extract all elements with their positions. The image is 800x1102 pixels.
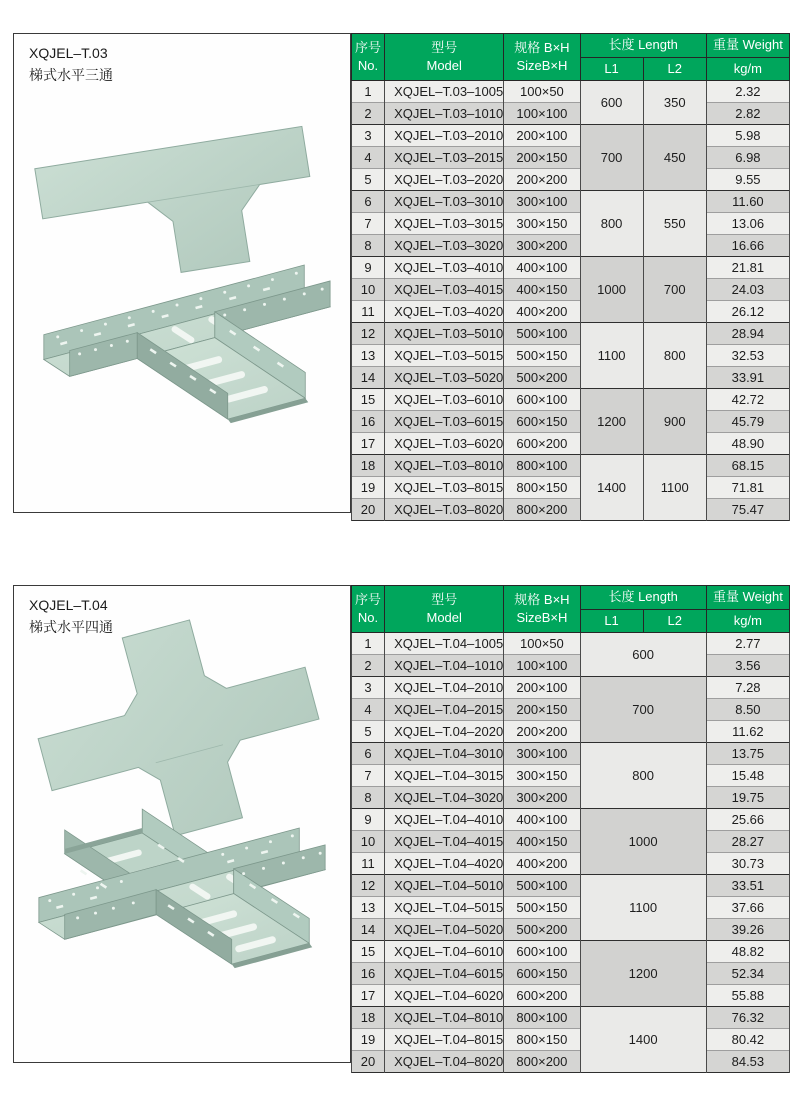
col-header-l2 bbox=[643, 610, 706, 633]
cell-no: 20 bbox=[352, 499, 385, 521]
table-row bbox=[352, 191, 790, 213]
cell-size: 600×150 bbox=[504, 411, 580, 433]
cell-no: 16 bbox=[352, 963, 385, 985]
cell-no: 14 bbox=[352, 367, 385, 389]
col-header-l1 bbox=[580, 58, 643, 81]
cell-weight: 2.32 bbox=[706, 81, 789, 103]
cell-no: 17 bbox=[352, 433, 385, 455]
table-row bbox=[352, 169, 790, 191]
cell-weight: 33.51 bbox=[706, 875, 789, 897]
table-row bbox=[352, 323, 790, 345]
cell-size: 300×200 bbox=[504, 787, 580, 809]
cell-no: 14 bbox=[352, 919, 385, 941]
cell-size: 500×200 bbox=[504, 367, 580, 389]
cell-no: 8 bbox=[352, 235, 385, 257]
col-header-weight bbox=[706, 34, 789, 58]
cell-no: 6 bbox=[352, 743, 385, 765]
model-code-title: XQJEL–T.04 bbox=[29, 597, 108, 613]
col-header-no-label: No. bbox=[357, 610, 379, 625]
chinese-name-title: 梯式水平三通 bbox=[29, 67, 113, 84]
cell-size: 600×150 bbox=[504, 963, 580, 985]
cell-size: 400×150 bbox=[504, 279, 580, 301]
col-header-size-label: 规格 B×H bbox=[514, 591, 570, 607]
cell-no: 15 bbox=[352, 941, 385, 963]
cell-model: XQJEL–T.04–2020 bbox=[385, 721, 504, 743]
cell-model: XQJEL–T.04–8020 bbox=[385, 1051, 504, 1073]
col-header-weight-label: 重量 Weight bbox=[712, 37, 783, 53]
cell-length-l1: 1400 bbox=[580, 455, 643, 521]
cell-model: XQJEL–T.04–6020 bbox=[385, 985, 504, 1007]
cell-size: 400×200 bbox=[504, 853, 580, 875]
table-row bbox=[352, 809, 790, 831]
col-header-weight-label: 重量 Weight bbox=[712, 589, 783, 605]
cell-no: 4 bbox=[352, 699, 385, 721]
section-title-t04 bbox=[29, 594, 113, 639]
cell-model: XQJEL–T.03–3010 bbox=[385, 191, 504, 213]
col-header-no bbox=[352, 34, 385, 81]
cell-no: 15 bbox=[352, 389, 385, 411]
cell-weight: 8.50 bbox=[706, 699, 789, 721]
table-row bbox=[352, 919, 790, 941]
cell-no: 6 bbox=[352, 191, 385, 213]
cell-size: 400×150 bbox=[504, 831, 580, 853]
cell-weight: 28.27 bbox=[706, 831, 789, 853]
cell-length-l1: 1100 bbox=[580, 323, 643, 389]
chinese-name-title: 梯式水平四通 bbox=[29, 619, 113, 636]
cell-model: XQJEL–T.03–2015 bbox=[385, 147, 504, 169]
cell-no: 12 bbox=[352, 323, 385, 345]
cell-length: 1100 bbox=[580, 875, 706, 941]
cell-weight: 11.62 bbox=[706, 721, 789, 743]
cell-weight: 19.75 bbox=[706, 787, 789, 809]
cell-no: 3 bbox=[352, 677, 385, 699]
cell-model: XQJEL–T.03–4010 bbox=[385, 257, 504, 279]
cell-weight: 52.34 bbox=[706, 963, 789, 985]
cell-weight: 48.90 bbox=[706, 433, 789, 455]
table-row bbox=[352, 1007, 790, 1029]
photo-box-t04 bbox=[13, 585, 351, 1063]
cell-length-l2: 550 bbox=[643, 191, 706, 257]
cell-length: 800 bbox=[580, 743, 706, 809]
cell-model: XQJEL–T.04–4010 bbox=[385, 809, 504, 831]
cell-weight: 32.53 bbox=[706, 345, 789, 367]
col-header-model-label: 型号 bbox=[431, 39, 458, 55]
table-row bbox=[352, 721, 790, 743]
cell-no: 1 bbox=[352, 81, 385, 103]
cell-length-l2: 700 bbox=[643, 257, 706, 323]
cell-size: 500×200 bbox=[504, 919, 580, 941]
cell-length-l1: 600 bbox=[580, 81, 643, 125]
section-title-t03 bbox=[29, 42, 113, 87]
cell-length-l2: 350 bbox=[643, 81, 706, 125]
cell-model: XQJEL–T.04–8010 bbox=[385, 1007, 504, 1029]
cell-weight: 30.73 bbox=[706, 853, 789, 875]
cell-weight: 80.42 bbox=[706, 1029, 789, 1051]
col-header-weight-unit-label: kg/m bbox=[733, 60, 762, 76]
col-header-no-label: No. bbox=[357, 58, 379, 73]
cell-no: 18 bbox=[352, 1007, 385, 1029]
cell-length: 1200 bbox=[580, 941, 706, 1007]
spec-table-t03 bbox=[351, 33, 790, 521]
cell-model: XQJEL–T.04–2015 bbox=[385, 699, 504, 721]
col-header-weight bbox=[706, 586, 789, 610]
cell-no: 1 bbox=[352, 633, 385, 655]
cell-weight: 21.81 bbox=[706, 257, 789, 279]
cell-model: XQJEL–T.03–8020 bbox=[385, 499, 504, 521]
cell-no: 3 bbox=[352, 125, 385, 147]
table-row bbox=[352, 279, 790, 301]
cell-no: 7 bbox=[352, 213, 385, 235]
col-header-no-label: 序号 bbox=[355, 591, 382, 607]
spec-table-t04 bbox=[351, 585, 790, 1073]
cell-weight: 6.98 bbox=[706, 147, 789, 169]
table-row bbox=[352, 301, 790, 323]
cell-no: 12 bbox=[352, 875, 385, 897]
cell-size: 200×200 bbox=[504, 721, 580, 743]
table-row bbox=[352, 477, 790, 499]
col-header-length bbox=[580, 34, 706, 58]
table-row bbox=[352, 633, 790, 655]
table-row bbox=[352, 411, 790, 433]
cell-weight: 7.28 bbox=[706, 677, 789, 699]
col-header-size bbox=[504, 34, 580, 81]
cell-size: 400×100 bbox=[504, 257, 580, 279]
cell-model: XQJEL–T.03–5020 bbox=[385, 367, 504, 389]
col-header-weight-unit bbox=[706, 610, 789, 633]
col-header-no bbox=[352, 586, 385, 633]
cell-weight: 48.82 bbox=[706, 941, 789, 963]
col-header-l2-label: L2 bbox=[667, 60, 682, 76]
cell-model: XQJEL–T.03–6010 bbox=[385, 389, 504, 411]
col-header-model bbox=[385, 34, 504, 81]
cell-model: XQJEL–T.03–5010 bbox=[385, 323, 504, 345]
col-header-size-label: 规格 B×H bbox=[514, 39, 570, 55]
table-row bbox=[352, 897, 790, 919]
cell-length: 1000 bbox=[580, 809, 706, 875]
table-row bbox=[352, 345, 790, 367]
table-row bbox=[352, 787, 790, 809]
cell-model: XQJEL–T.04–5015 bbox=[385, 897, 504, 919]
col-header-model-label: Model bbox=[426, 58, 462, 73]
table-row bbox=[352, 743, 790, 765]
table-row bbox=[352, 1051, 790, 1073]
cell-size: 100×50 bbox=[504, 633, 580, 655]
cell-size: 400×100 bbox=[504, 809, 580, 831]
cell-weight: 75.47 bbox=[706, 499, 789, 521]
cell-no: 20 bbox=[352, 1051, 385, 1073]
cell-no: 9 bbox=[352, 257, 385, 279]
cell-size: 100×100 bbox=[504, 103, 580, 125]
table-row bbox=[352, 147, 790, 169]
cell-model: XQJEL–T.03–4015 bbox=[385, 279, 504, 301]
cell-weight: 33.91 bbox=[706, 367, 789, 389]
cell-model: XQJEL–T.03–2020 bbox=[385, 169, 504, 191]
table-row bbox=[352, 389, 790, 411]
cell-no: 4 bbox=[352, 147, 385, 169]
cell-model: XQJEL–T.03–8015 bbox=[385, 477, 504, 499]
cell-model: XQJEL–T.03–4020 bbox=[385, 301, 504, 323]
cell-no: 10 bbox=[352, 831, 385, 853]
cell-weight: 26.12 bbox=[706, 301, 789, 323]
cell-size: 300×200 bbox=[504, 235, 580, 257]
table-row bbox=[352, 655, 790, 677]
table-row bbox=[352, 81, 790, 103]
cell-model: XQJEL–T.03–2010 bbox=[385, 125, 504, 147]
cell-model: XQJEL–T.03–6015 bbox=[385, 411, 504, 433]
col-header-length bbox=[580, 586, 706, 610]
cell-length-l2: 1100 bbox=[643, 455, 706, 521]
cell-weight: 16.66 bbox=[706, 235, 789, 257]
table-row bbox=[352, 213, 790, 235]
cell-weight: 2.77 bbox=[706, 633, 789, 655]
cell-weight: 28.94 bbox=[706, 323, 789, 345]
cell-size: 800×100 bbox=[504, 455, 580, 477]
cell-weight: 71.81 bbox=[706, 477, 789, 499]
cell-weight: 3.56 bbox=[706, 655, 789, 677]
cell-weight: 2.82 bbox=[706, 103, 789, 125]
cell-no: 2 bbox=[352, 655, 385, 677]
cell-size: 800×200 bbox=[504, 1051, 580, 1073]
cell-no: 17 bbox=[352, 985, 385, 1007]
cell-model: XQJEL–T.03–1005 bbox=[385, 81, 504, 103]
cell-size: 600×200 bbox=[504, 433, 580, 455]
cell-size: 300×100 bbox=[504, 191, 580, 213]
table-row bbox=[352, 125, 790, 147]
cell-no: 8 bbox=[352, 787, 385, 809]
cell-length-l2: 800 bbox=[643, 323, 706, 389]
table-row bbox=[352, 367, 790, 389]
cell-weight: 9.55 bbox=[706, 169, 789, 191]
cell-weight: 24.03 bbox=[706, 279, 789, 301]
cell-model: XQJEL–T.03–3020 bbox=[385, 235, 504, 257]
cell-model: XQJEL–T.04–4015 bbox=[385, 831, 504, 853]
tee-product-illustration bbox=[14, 34, 350, 512]
col-header-size bbox=[504, 586, 580, 633]
cell-weight: 11.60 bbox=[706, 191, 789, 213]
col-header-no-label: 序号 bbox=[355, 39, 382, 55]
cell-model: XQJEL–T.04–5020 bbox=[385, 919, 504, 941]
cell-model: XQJEL–T.04–8015 bbox=[385, 1029, 504, 1051]
table-row bbox=[352, 433, 790, 455]
cell-model: XQJEL–T.04–3015 bbox=[385, 765, 504, 787]
cell-model: XQJEL–T.03–3015 bbox=[385, 213, 504, 235]
section-t03 bbox=[13, 33, 790, 517]
tee-tray-illustration bbox=[44, 265, 330, 423]
cell-no: 10 bbox=[352, 279, 385, 301]
cell-length-l1: 700 bbox=[580, 125, 643, 191]
cell-size: 300×150 bbox=[504, 765, 580, 787]
table-row bbox=[352, 235, 790, 257]
table-row bbox=[352, 963, 790, 985]
cell-size: 200×200 bbox=[504, 169, 580, 191]
cell-length-l2: 450 bbox=[643, 125, 706, 191]
cell-model: XQJEL–T.04–2010 bbox=[385, 677, 504, 699]
table-row bbox=[352, 455, 790, 477]
col-header-size-label: SizeB×H bbox=[516, 610, 568, 625]
cell-model: XQJEL–T.04–1010 bbox=[385, 655, 504, 677]
cell-size: 600×100 bbox=[504, 941, 580, 963]
cell-length: 600 bbox=[580, 633, 706, 677]
cell-model: XQJEL–T.04–3010 bbox=[385, 743, 504, 765]
col-header-l1 bbox=[580, 610, 643, 633]
cell-size: 500×100 bbox=[504, 323, 580, 345]
col-header-l1-label: L1 bbox=[604, 612, 619, 628]
cell-model: XQJEL–T.04–6015 bbox=[385, 963, 504, 985]
tee-cover-illustration bbox=[35, 126, 322, 292]
col-header-model-label: 型号 bbox=[431, 591, 458, 607]
cell-no: 18 bbox=[352, 455, 385, 477]
col-header-l2 bbox=[643, 58, 706, 81]
cell-weight: 25.66 bbox=[706, 809, 789, 831]
cell-length-l1: 1000 bbox=[580, 257, 643, 323]
cell-size: 500×150 bbox=[504, 897, 580, 919]
table-row bbox=[352, 677, 790, 699]
table-row bbox=[352, 499, 790, 521]
cell-no: 5 bbox=[352, 721, 385, 743]
cell-model: XQJEL–T.03–5015 bbox=[385, 345, 504, 367]
cell-no: 9 bbox=[352, 809, 385, 831]
cell-size: 200×100 bbox=[504, 677, 580, 699]
col-header-length-label: 长度 Length bbox=[608, 589, 678, 605]
cross-product-illustration bbox=[14, 586, 350, 1062]
cell-model: XQJEL–T.04–6010 bbox=[385, 941, 504, 963]
cell-model: XQJEL–T.03–1010 bbox=[385, 103, 504, 125]
table-row bbox=[352, 875, 790, 897]
cell-length-l1: 800 bbox=[580, 191, 643, 257]
cell-no: 7 bbox=[352, 765, 385, 787]
col-header-weight-unit-label: kg/m bbox=[733, 612, 762, 628]
cell-weight: 68.15 bbox=[706, 455, 789, 477]
cell-size: 200×150 bbox=[504, 147, 580, 169]
model-code-title: XQJEL–T.03 bbox=[29, 45, 108, 61]
cell-size: 200×100 bbox=[504, 125, 580, 147]
cell-weight: 13.75 bbox=[706, 743, 789, 765]
cell-model: XQJEL–T.04–3020 bbox=[385, 787, 504, 809]
cell-size: 100×100 bbox=[504, 655, 580, 677]
cell-weight: 39.26 bbox=[706, 919, 789, 941]
table-row bbox=[352, 853, 790, 875]
table-row bbox=[352, 831, 790, 853]
cell-size: 300×100 bbox=[504, 743, 580, 765]
cell-weight: 42.72 bbox=[706, 389, 789, 411]
cell-no: 13 bbox=[352, 345, 385, 367]
cell-size: 500×150 bbox=[504, 345, 580, 367]
table-row bbox=[352, 257, 790, 279]
cell-model: XQJEL–T.04–5010 bbox=[385, 875, 504, 897]
cell-size: 600×200 bbox=[504, 985, 580, 1007]
cell-size: 600×100 bbox=[504, 389, 580, 411]
cell-length-l2: 900 bbox=[643, 389, 706, 455]
cell-size: 200×150 bbox=[504, 699, 580, 721]
cell-no: 19 bbox=[352, 1029, 385, 1051]
col-header-l1-label: L1 bbox=[604, 60, 619, 76]
table-row bbox=[352, 985, 790, 1007]
table-row bbox=[352, 941, 790, 963]
col-header-size-label: SizeB×H bbox=[516, 58, 568, 73]
cell-size: 300×150 bbox=[504, 213, 580, 235]
cell-no: 11 bbox=[352, 853, 385, 875]
cell-length: 1400 bbox=[580, 1007, 706, 1073]
table-row bbox=[352, 765, 790, 787]
cell-weight: 76.32 bbox=[706, 1007, 789, 1029]
table-row bbox=[352, 699, 790, 721]
cell-weight: 5.98 bbox=[706, 125, 789, 147]
cell-weight: 55.88 bbox=[706, 985, 789, 1007]
cell-size: 100×50 bbox=[504, 81, 580, 103]
section-t04 bbox=[13, 585, 790, 1069]
cell-no: 2 bbox=[352, 103, 385, 125]
cell-length: 700 bbox=[580, 677, 706, 743]
cell-size: 800×150 bbox=[504, 1029, 580, 1051]
col-header-model-label: Model bbox=[426, 610, 462, 625]
cell-no: 11 bbox=[352, 301, 385, 323]
cell-no: 5 bbox=[352, 169, 385, 191]
cell-size: 500×100 bbox=[504, 875, 580, 897]
cell-weight: 45.79 bbox=[706, 411, 789, 433]
cell-no: 13 bbox=[352, 897, 385, 919]
col-header-l2-label: L2 bbox=[667, 612, 682, 628]
cell-model: XQJEL–T.03–6020 bbox=[385, 433, 504, 455]
cell-length-l1: 1200 bbox=[580, 389, 643, 455]
col-header-model bbox=[385, 586, 504, 633]
cell-model: XQJEL–T.03–8010 bbox=[385, 455, 504, 477]
cell-model: XQJEL–T.04–4020 bbox=[385, 853, 504, 875]
cell-weight: 15.48 bbox=[706, 765, 789, 787]
cell-no: 16 bbox=[352, 411, 385, 433]
cell-size: 800×150 bbox=[504, 477, 580, 499]
cell-weight: 37.66 bbox=[706, 897, 789, 919]
table-row bbox=[352, 103, 790, 125]
col-header-weight-unit bbox=[706, 58, 789, 81]
cell-size: 800×100 bbox=[504, 1007, 580, 1029]
col-header-length-label: 长度 Length bbox=[608, 37, 678, 53]
cell-size: 400×200 bbox=[504, 301, 580, 323]
cell-model: XQJEL–T.04–1005 bbox=[385, 633, 504, 655]
photo-box-t03 bbox=[13, 33, 351, 513]
cell-no: 19 bbox=[352, 477, 385, 499]
table-row bbox=[352, 1029, 790, 1051]
cell-size: 800×200 bbox=[504, 499, 580, 521]
cell-weight: 84.53 bbox=[706, 1051, 789, 1073]
cell-weight: 13.06 bbox=[706, 213, 789, 235]
